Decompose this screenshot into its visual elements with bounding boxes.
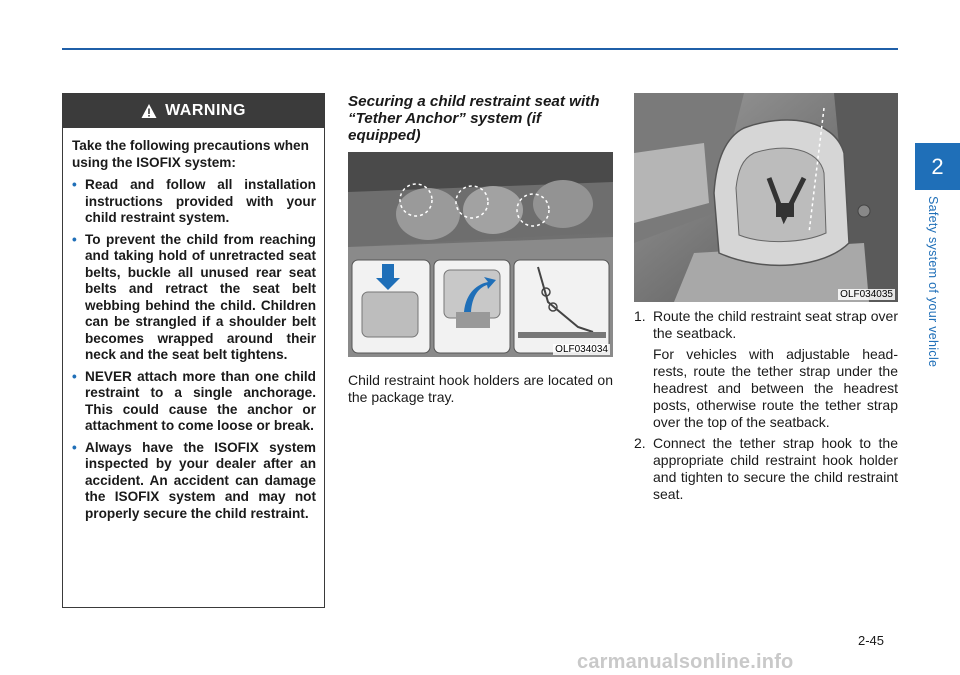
section-title: Securing a child restraint seat with “Tether Anchor” system (if equipped) — [348, 93, 600, 144]
figure-code: OLF034035 — [840, 289, 893, 300]
warning-header — [63, 94, 324, 128]
child-seat-illustration — [634, 93, 898, 302]
warning-list — [72, 177, 316, 522]
warning-triangle-icon — [141, 103, 157, 119]
warning-heading: WARNING — [165, 102, 246, 119]
warning-box — [62, 93, 325, 608]
chapter-tab[interactable] — [915, 143, 960, 190]
warning-item: • To prevent the child from reaching and taking hold of unretracted seat belts, buckle all unused rear seat belts and retract the seat belt webbing behind the child. Children can be strangled if a shoulder belt becomes wrapped around their neck and the seat belt tightens. — [72, 231, 316, 362]
chapter-side-title: Safety system of your vehicle — [926, 196, 940, 368]
warning-item: • Always have the ISOFIX system inspected by your dealer after an accident. An accident can damage the ISOFIX system and may not properly secure the child restraint. — [72, 439, 316, 521]
step-text: Route the child restraint seat strap over the seatback. — [653, 308, 898, 341]
hook-holder-description: Child restraint hook holders are located on the package tray. — [348, 372, 613, 405]
bullet-icon: • — [72, 439, 77, 455]
step-item — [634, 435, 898, 503]
bullet-icon: • — [72, 177, 77, 192]
step-number: 2. — [634, 435, 646, 451]
package-tray-illustration — [348, 152, 613, 357]
package-tray-photo — [348, 152, 613, 357]
child-seat-photo — [634, 93, 898, 302]
bullet-icon: • — [72, 368, 77, 384]
footer-watermark[interactable]: carmanualsonline.info — [577, 651, 794, 673]
chapter-number: 2 — [931, 153, 944, 179]
step-number: 1. — [634, 308, 646, 324]
step-item — [634, 308, 898, 431]
header-rule — [62, 48, 898, 50]
step-note: For vehicles with adjustable head-rests, route the tether strap under the headrest and between the headrest posts, otherwise route the tether strap over the top of the seatback. — [653, 346, 898, 430]
warning-item: • Read and follow all installation instructions provided with your child restraint system. — [72, 177, 316, 225]
figure-code: OLF034034 — [555, 344, 608, 355]
instruction-steps — [634, 308, 898, 505]
bullet-icon: • — [72, 231, 77, 247]
warning-intro: Take the following precautions when using the ISOFIX system: — [72, 138, 309, 170]
step-text: Connect the tether strap hook to the appropriate child restraint hook holder and tighten to secure the child restraint seat. — [653, 435, 898, 502]
page-number: 2-45 — [858, 633, 885, 648]
warning-item: • NEVER attach more than one child restraint to a single anchorage. This could cause the anchor or attachment to come loose or break. — [72, 368, 316, 433]
